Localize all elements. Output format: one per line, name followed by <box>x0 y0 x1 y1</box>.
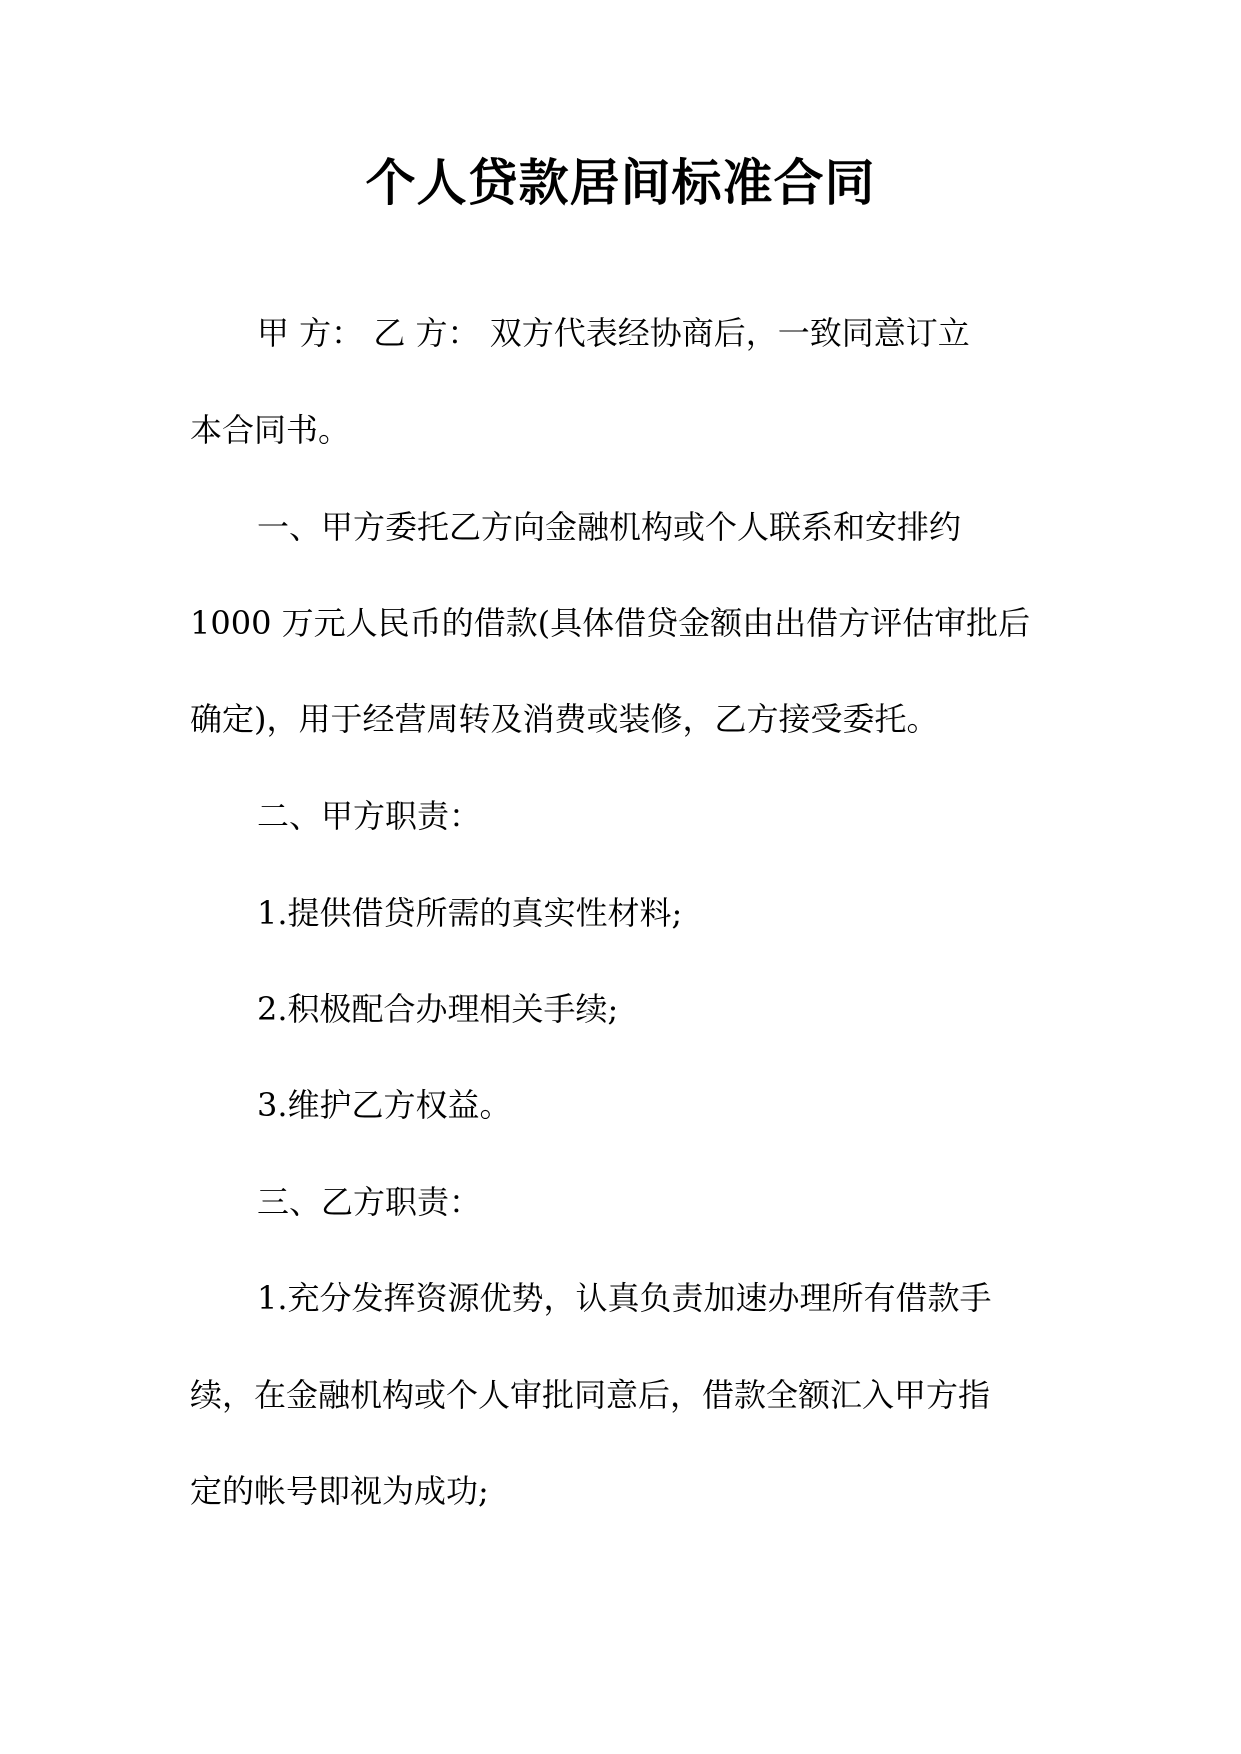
document-title: 个人贷款居间标准合同 <box>365 154 876 212</box>
text-line-parties: 甲 方： 乙 方： 双方代表经协商后，一致同意订立 <box>257 314 970 352</box>
text-line-section-party-b: 三、乙方职责： <box>257 1183 482 1221</box>
text-line-party-a-item-1: 1.提供借贷所需的真实性材料; <box>257 894 683 932</box>
text-line-clause-1-cont-2: 确定)，用于经营周转及消费或装修，乙方接受委托。 <box>190 700 939 738</box>
text-line-party-a-item-2: 2.积极配合办理相关手续; <box>257 990 619 1028</box>
text-line-section-party-a: 二、甲方职责： <box>257 797 482 835</box>
text-line-parties-cont: 本合同书。 <box>190 411 351 449</box>
text-line-clause-1-cont-1: 1000 万元人民币的借款(具体借贷金额由出借方评估审批后 <box>190 604 1031 642</box>
text-line-clause-1: 一、甲方委托乙方向金融机构或个人联系和安排约 <box>257 508 962 546</box>
text-line-party-b-item-1: 1.充分发挥资源优势，认真负责加速办理所有借款手 <box>257 1279 992 1317</box>
text-line-party-a-item-3: 3.维护乙方权益。 <box>257 1086 512 1124</box>
text-line-party-b-item-1-cont-1: 续，在金融机构或个人审批同意后，借款全额汇入甲方指 <box>190 1376 991 1414</box>
text-line-party-b-item-1-cont-2: 定的帐号即视为成功; <box>190 1472 489 1510</box>
